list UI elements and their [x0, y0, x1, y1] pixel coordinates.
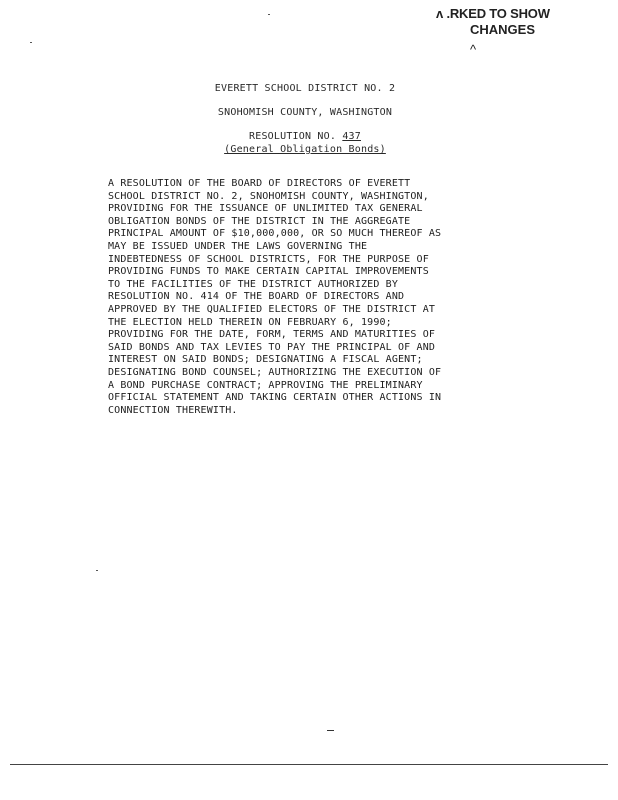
body-line: APPROVED BY THE QUALIFIED ELECTORS OF THE DISTRICT AT: [108, 303, 436, 315]
body-line: A BOND PURCHASE CONTRACT; APPROVING THE PRELIMINARY: [108, 379, 423, 391]
scan-speck: [96, 570, 98, 571]
body-line: OFFICIAL STATEMENT AND TAKING CERTAIN OTHER ACTIONS IN: [108, 392, 442, 404]
stamp-line-1: ʌ .RKED TO SHOW: [436, 6, 550, 21]
scan-speck: [30, 42, 32, 43]
body-line: TO THE FACILITIES OF THE DISTRICT AUTHORIZED BY: [108, 278, 399, 290]
resolution-heading: [150, 130, 460, 143]
body-line: SAID BONDS AND TAX LEVIES TO PAY THE PRINCIPAL OF AND: [108, 341, 436, 353]
stamp-line-2: CHANGES: [470, 22, 536, 37]
body-line: A RESOLUTION OF THE BOARD OF DIRECTORS OF EVERETT: [108, 178, 411, 189]
body-line: INDEBTEDNESS OF SCHOOL DISTRICTS, FOR THE PURPOSE OF: [108, 253, 429, 265]
scan-speck: [268, 14, 270, 15]
body-line: PROVIDING FUNDS TO MAKE CERTAIN CAPITAL IMPROVEMENTS: [108, 266, 429, 278]
resolution-subtitle: (General Obligation Bonds): [224, 144, 386, 155]
district-name: EVERETT SCHOOL DISTRICT NO. 2: [214, 83, 396, 94]
marked-to-show-changes-stamp: [436, 6, 586, 57]
stamp-caret: ^: [470, 42, 477, 57]
page-mark: [327, 730, 334, 731]
body-line: RESOLUTION NO. 414 OF THE BOARD OF DIRECTORS AND: [108, 291, 405, 303]
body-line: INTEREST ON SAID BONDS; DESIGNATING A FISCAL AGENT;: [108, 354, 423, 366]
body-line: OBLIGATION BONDS OF THE DISTRICT IN THE AGGREGATE: [108, 215, 411, 227]
county-name: SNOHOMISH COUNTY, WASHINGTON: [217, 107, 393, 118]
scan-edge-line: [10, 764, 608, 765]
resolution-label: RESOLUTION NO.: [249, 131, 337, 142]
body-line: SCHOOL DISTRICT NO. 2, SNOHOMISH COUNTY, WASHINGTON,: [108, 190, 429, 202]
body-line: PRINCIPAL AMOUNT OF $10,000,000, OR SO MUCH THEREOF AS: [108, 228, 442, 240]
body-line: PROVIDING FOR THE DATE, FORM, TERMS AND MATURITIES OF: [108, 329, 436, 341]
body-line: DESIGNATING BOND COUNSEL; AUTHORIZING THE EXECUTION OF: [108, 366, 442, 378]
body-line: MAY BE ISSUED UNDER THE LAWS GOVERNING THE: [108, 240, 368, 252]
resolution-number: 437: [342, 131, 361, 142]
body-line: PROVIDING FOR THE ISSUANCE OF UNLIMITED TAX GENERAL: [108, 203, 423, 215]
body-line: CONNECTION THEREWITH.: [108, 404, 238, 416]
resolution-body: [108, 178, 504, 417]
body-line: THE ELECTION HELD THEREIN ON FEBRUARY 6, 1990;: [108, 316, 392, 328]
